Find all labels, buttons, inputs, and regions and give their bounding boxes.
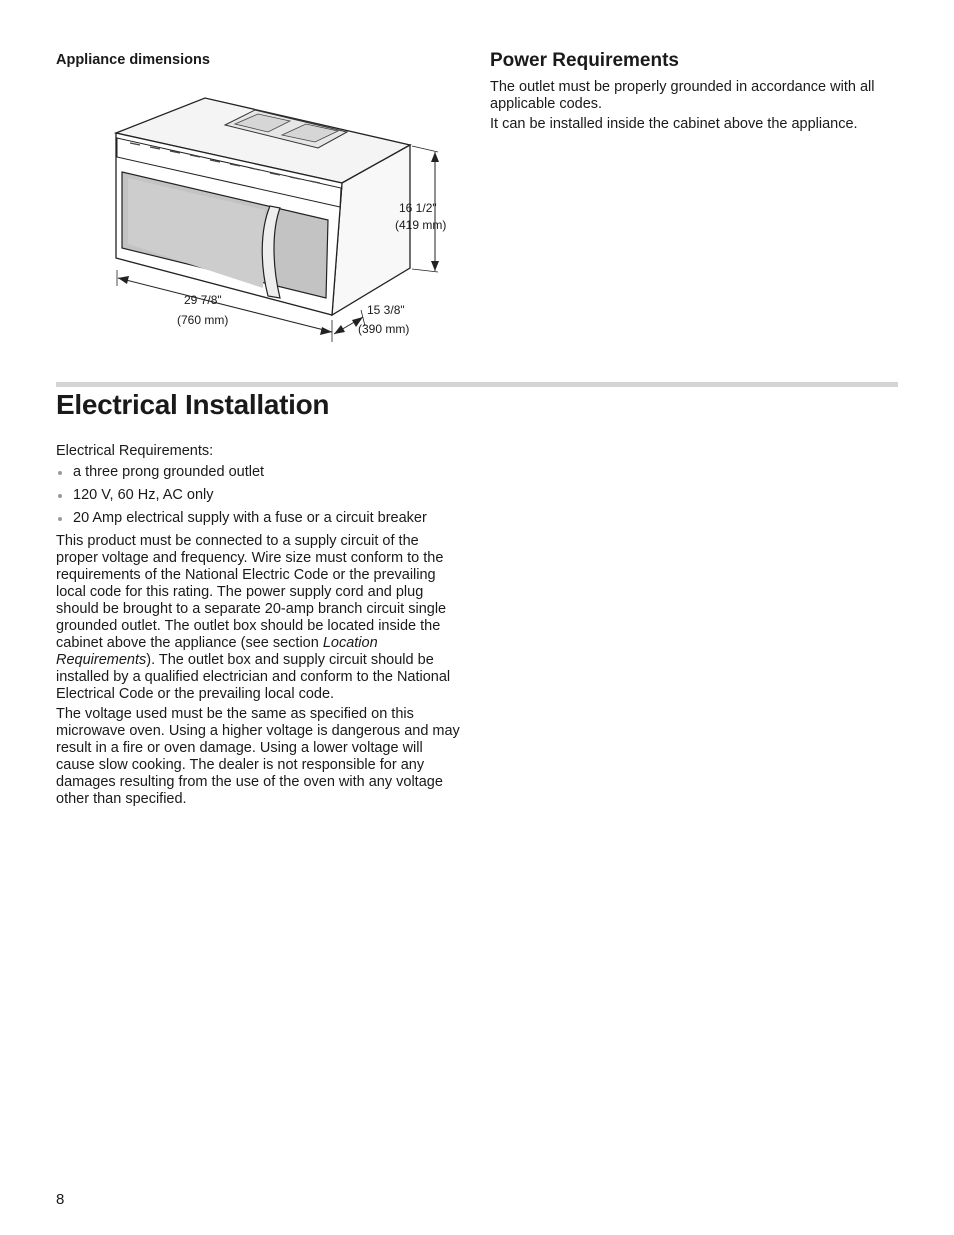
- location-requirements-reference: Location Requirements: [56, 635, 378, 668]
- electrical-requirements-list: [56, 464, 464, 527]
- power-paragraph-2: It can be installed inside the cabinet above the appliance.: [490, 116, 858, 132]
- page-number: 8: [56, 1191, 65, 1208]
- width-inches-label: 29 7/8": [184, 293, 222, 307]
- height-inches-label: 16 1/2": [399, 201, 437, 215]
- voltage-paragraph: The voltage used must be the same as specified on this microwave oven. Using a higher voltage is dangerous and may result in a fire or oven damage. Using a lower voltage will cause slow cooking. The dealer is not responsible for any damages resulting from the use of the oven with any voltage other than specified.: [56, 706, 460, 807]
- list-item: a three prong grounded outlet: [56, 464, 464, 481]
- list-item: 20 Amp electrical supply with a fuse or a circuit breaker: [56, 510, 464, 527]
- appliance-dimensions-diagram: [60, 80, 480, 360]
- bullet-icon: [58, 494, 62, 498]
- supply-circuit-paragraph: This product must be connected to a supply circuit of the proper voltage and frequency. Wire size must conform to the requirements of the National Electric Code or the prevailing local code for this rating. The power supply cord and plug should be brought to a separate 20-amp branch circuit single grounded outlet. The outlet box should be located inside the cabinet above the appliance (see section Location Requirements). The outlet box and supply circuit should be installed by a qualified electrician and conform to the National Electrical Code or the prevailing local code.: [56, 533, 451, 702]
- appliance-dimensions-heading: Appliance dimensions: [56, 52, 210, 68]
- depth-inches-label: 15 3/8": [367, 303, 405, 317]
- power-requirements-text: [490, 79, 900, 136]
- height-mm-label: (419 mm): [395, 218, 447, 232]
- microwave-drawing: [60, 80, 480, 360]
- bullet-icon: [58, 517, 62, 521]
- list-item: 120 V, 60 Hz, AC only: [56, 487, 464, 504]
- bullet-icon: [58, 471, 62, 475]
- electrical-installation-heading: Electrical Installation: [56, 389, 330, 420]
- electrical-installation-content: [56, 443, 464, 811]
- electrical-requirements-intro: Electrical Requirements:: [56, 443, 214, 459]
- section-divider: [56, 382, 898, 387]
- power-paragraph-1: The outlet must be properly grounded in accordance with all applicable codes.: [490, 79, 875, 112]
- depth-mm-label: (390 mm): [358, 322, 410, 336]
- power-requirements-heading: Power Requirements: [490, 50, 679, 71]
- width-mm-label: (760 mm): [177, 313, 229, 327]
